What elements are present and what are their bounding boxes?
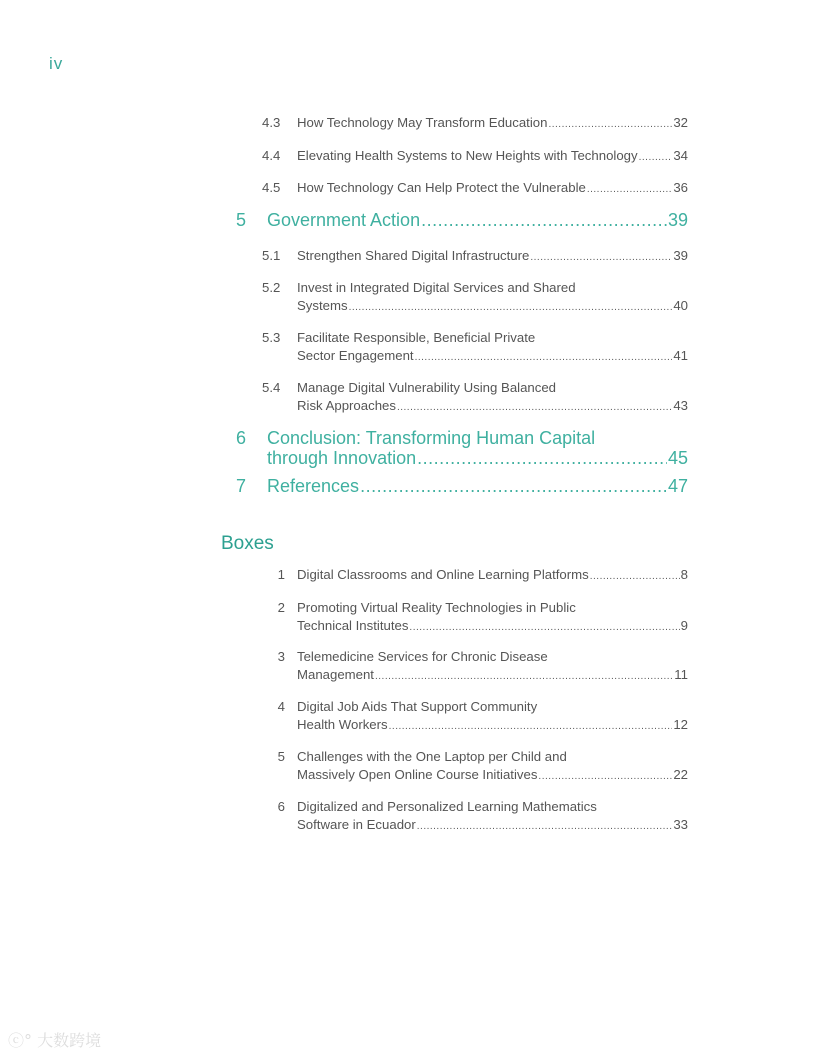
dot-leader <box>375 666 673 686</box>
entry-number: 5.4 <box>262 380 281 395</box>
entry-title <box>297 114 688 134</box>
entry-number: 4.3 <box>262 115 281 130</box>
entry-title-line: Technical Institutes <box>297 617 409 633</box>
entry-title-line: Management <box>297 666 374 682</box>
entry-page-number: 39 <box>667 210 688 230</box>
entry-title-line: Digital Job Aids That Support Community <box>297 699 538 714</box>
entry-title <box>297 147 688 167</box>
entry-title-line: Elevating Health Systems to New Heights with Technology <box>297 148 638 163</box>
entry-title <box>297 247 688 267</box>
entry-title <box>297 798 688 835</box>
entry-number: 5.1 <box>262 248 281 263</box>
entry-page-number: 32 <box>673 115 688 130</box>
dot-leader <box>397 397 672 417</box>
entry-number: 3 <box>277 649 285 664</box>
entry-number: 5.2 <box>262 280 281 295</box>
entry-title-line: Systems <box>297 297 348 313</box>
entry-page-number: 40 <box>673 297 688 313</box>
entry-title-line: Government Action <box>267 210 421 230</box>
entry-page-number: 22 <box>673 766 688 782</box>
entry-page-number: 9 <box>680 617 688 633</box>
entry-number: 5.3 <box>262 330 281 345</box>
entry-title-line: Digital Classrooms and Online Learning Platforms <box>297 567 589 582</box>
dot-leader <box>389 716 673 736</box>
entry-page-number: 33 <box>673 816 688 832</box>
entry-title <box>297 566 688 586</box>
dot-leader <box>421 210 667 230</box>
entry-title-line: Software in Ecuador <box>297 816 416 832</box>
dot-leader <box>360 476 667 496</box>
entry-number: 1 <box>277 567 285 582</box>
entry-title-line: through Innovation <box>267 448 417 468</box>
entry-title-line: References <box>267 476 360 496</box>
entry-title-line: How Technology Can Help Protect the Vulnerable <box>297 180 586 195</box>
dot-leader <box>415 347 673 367</box>
page-number: iv <box>49 54 64 73</box>
entry-page-number: 36 <box>673 180 688 195</box>
entry-number: 4 <box>277 699 285 714</box>
entry-number: 4.5 <box>262 180 281 195</box>
entry-title-line: How Technology May Transform Education <box>297 115 548 130</box>
entry-title-line: Facilitate Responsible, Beneficial Private <box>297 330 536 345</box>
entry-title-line: Massively Open Online Course Initiatives <box>297 766 538 782</box>
entry-title-line: Challenges with the One Laptop per Child and <box>297 749 567 764</box>
dot-leader <box>530 247 672 267</box>
entry-title <box>267 476 688 496</box>
entry-page-number: 45 <box>667 448 688 468</box>
dot-leader <box>639 147 673 167</box>
entry-page-number: 43 <box>673 397 688 413</box>
entry-page-number: 11 <box>674 666 688 682</box>
entry-number: 2 <box>277 600 285 615</box>
entry-title <box>297 379 688 416</box>
entry-title <box>297 599 688 636</box>
entry-number: 5 <box>277 749 285 764</box>
entry-title-line: Telemedicine Services for Chronic Disease <box>297 649 548 664</box>
entry-title-line: Digitalized and Personalized Learning Mathematics <box>297 799 597 814</box>
entry-number: 5 <box>236 210 247 230</box>
entry-title-line: Promoting Virtual Reality Technologies in Public <box>297 600 576 615</box>
watermark-logo: ⓒ° 大数跨境 <box>8 1031 102 1050</box>
entry-number: 6 <box>277 799 285 814</box>
entry-page-number: 12 <box>673 716 688 732</box>
dot-leader <box>587 179 672 199</box>
dot-leader <box>590 566 680 586</box>
entry-title-line: Invest in Integrated Digital Services and Shared <box>297 280 576 295</box>
entry-title-line: Sector Engagement <box>297 347 414 363</box>
entry-number: 7 <box>236 476 247 496</box>
dot-leader <box>548 114 672 134</box>
entry-title-line: Risk Approaches <box>297 397 396 413</box>
dot-leader <box>417 816 673 836</box>
entry-page-number: 47 <box>667 476 688 496</box>
entry-title-line: Manage Digital Vulnerability Using Balanced <box>297 380 557 395</box>
dot-leader <box>409 617 679 637</box>
entry-title-line: Strengthen Shared Digital Infrastructure <box>297 248 530 263</box>
entry-title <box>297 648 688 685</box>
dot-leader <box>349 297 673 317</box>
entry-page-number: 34 <box>673 148 688 163</box>
dot-leader <box>538 766 672 786</box>
entry-title <box>297 279 688 316</box>
entry-title <box>297 179 688 199</box>
entry-title <box>297 329 688 366</box>
entry-title <box>297 748 688 785</box>
boxes-heading: Boxes <box>221 533 274 554</box>
entry-title <box>267 210 688 230</box>
entry-title-line: Conclusion: Transforming Human Capital <box>267 428 596 448</box>
entry-page-number: 8 <box>680 567 688 582</box>
entry-number: 6 <box>236 428 247 448</box>
dot-leader <box>417 448 667 468</box>
entry-page-number: 39 <box>673 248 688 263</box>
entry-title <box>297 698 688 735</box>
entry-number: 4.4 <box>262 148 281 163</box>
entry-page-number: 41 <box>673 347 688 363</box>
entry-title-line: Health Workers <box>297 716 388 732</box>
entry-title <box>267 428 688 468</box>
